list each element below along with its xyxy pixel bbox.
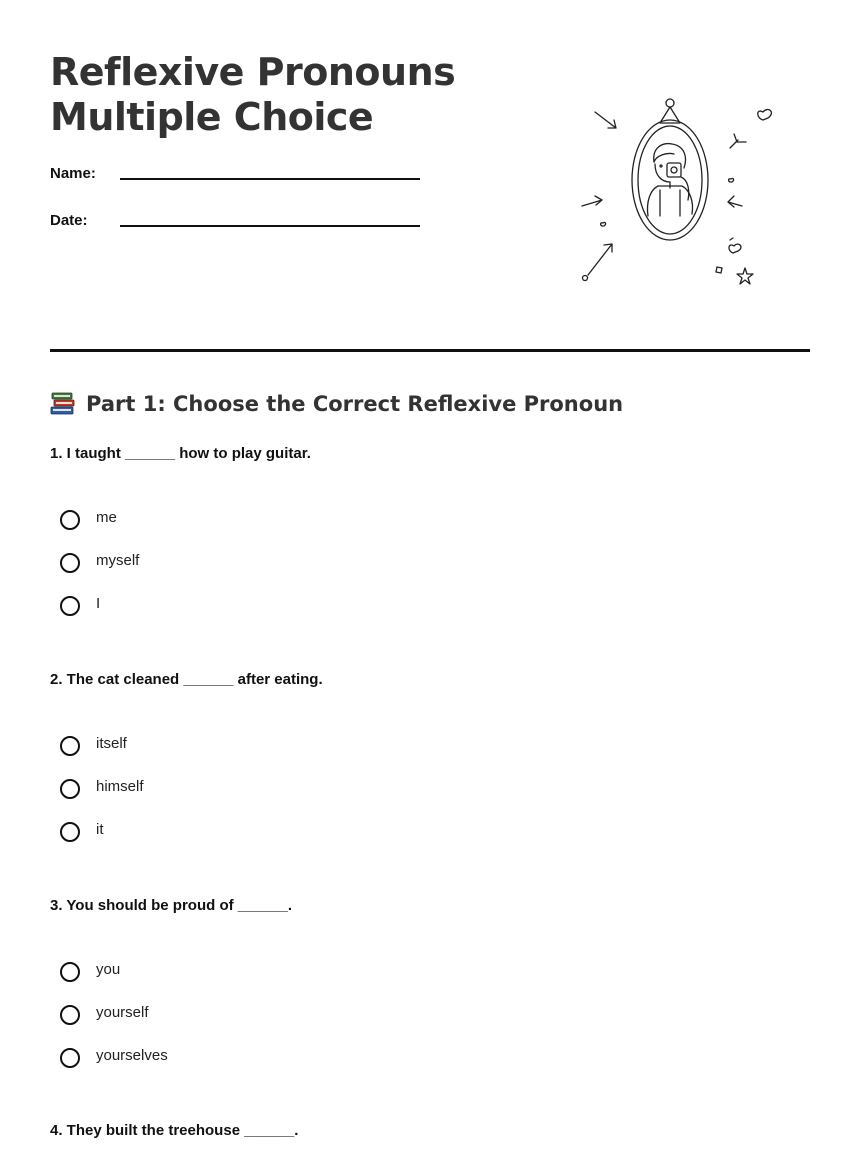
answer-option[interactable] (50, 596, 810, 639)
answer-option[interactable] (50, 1048, 810, 1091)
question-1 (50, 444, 810, 639)
option-label: you (96, 961, 121, 978)
radio-button[interactable] (60, 1048, 80, 1068)
section-heading (50, 388, 623, 420)
answer-options (50, 962, 810, 1091)
date-label: Date: (50, 212, 88, 229)
answer-options (50, 736, 810, 865)
answer-option[interactable] (50, 779, 810, 822)
option-label: me (96, 509, 117, 526)
option-label: yourself (96, 1004, 149, 1021)
option-label: yourselves (96, 1047, 168, 1064)
option-label: it (96, 821, 104, 838)
date-field[interactable] (50, 212, 430, 236)
radio-button[interactable] (60, 510, 80, 530)
radio-button[interactable] (60, 779, 80, 799)
radio-button[interactable] (60, 553, 80, 573)
question-text: 4. They built the treehouse ______. (50, 1122, 299, 1139)
page-title-line-1: Reflexive Pronouns (50, 50, 456, 94)
name-input-line[interactable] (120, 178, 420, 180)
date-input-line[interactable] (120, 225, 420, 227)
radio-button[interactable] (60, 596, 80, 616)
question-2 (50, 670, 810, 865)
answer-option[interactable] (50, 553, 810, 596)
answer-option[interactable] (50, 962, 810, 1005)
question-text: 2. The cat cleaned ______ after eating. (50, 671, 323, 688)
question-text: 3. You should be proud of ______. (50, 897, 292, 914)
question-3 (50, 896, 810, 1091)
radio-button[interactable] (60, 736, 80, 756)
question-4 (50, 1121, 810, 1141)
answer-option[interactable] (50, 510, 810, 553)
radio-button[interactable] (60, 1005, 80, 1025)
option-label: himself (96, 778, 144, 795)
answer-option[interactable] (50, 1005, 810, 1048)
name-label: Name: (50, 165, 96, 182)
answer-option[interactable] (50, 736, 810, 779)
option-label: I (96, 595, 101, 612)
books-icon (50, 390, 76, 418)
radio-button[interactable] (60, 962, 80, 982)
person-taking-selfie-in-mirror-icon (570, 90, 780, 290)
question-text: 1. I taught ______ how to play guitar. (50, 445, 311, 462)
name-field[interactable] (50, 165, 430, 189)
answer-option[interactable] (50, 822, 810, 865)
radio-button[interactable] (60, 822, 80, 842)
option-label: myself (96, 552, 140, 569)
answer-options (50, 510, 810, 639)
page-title-line-2: Multiple Choice (50, 95, 374, 139)
section-title: Part 1: Choose the Correct Reflexive Pronoun (86, 392, 624, 416)
page-title (50, 50, 455, 140)
header-divider (50, 349, 810, 352)
option-label: itself (96, 735, 127, 752)
